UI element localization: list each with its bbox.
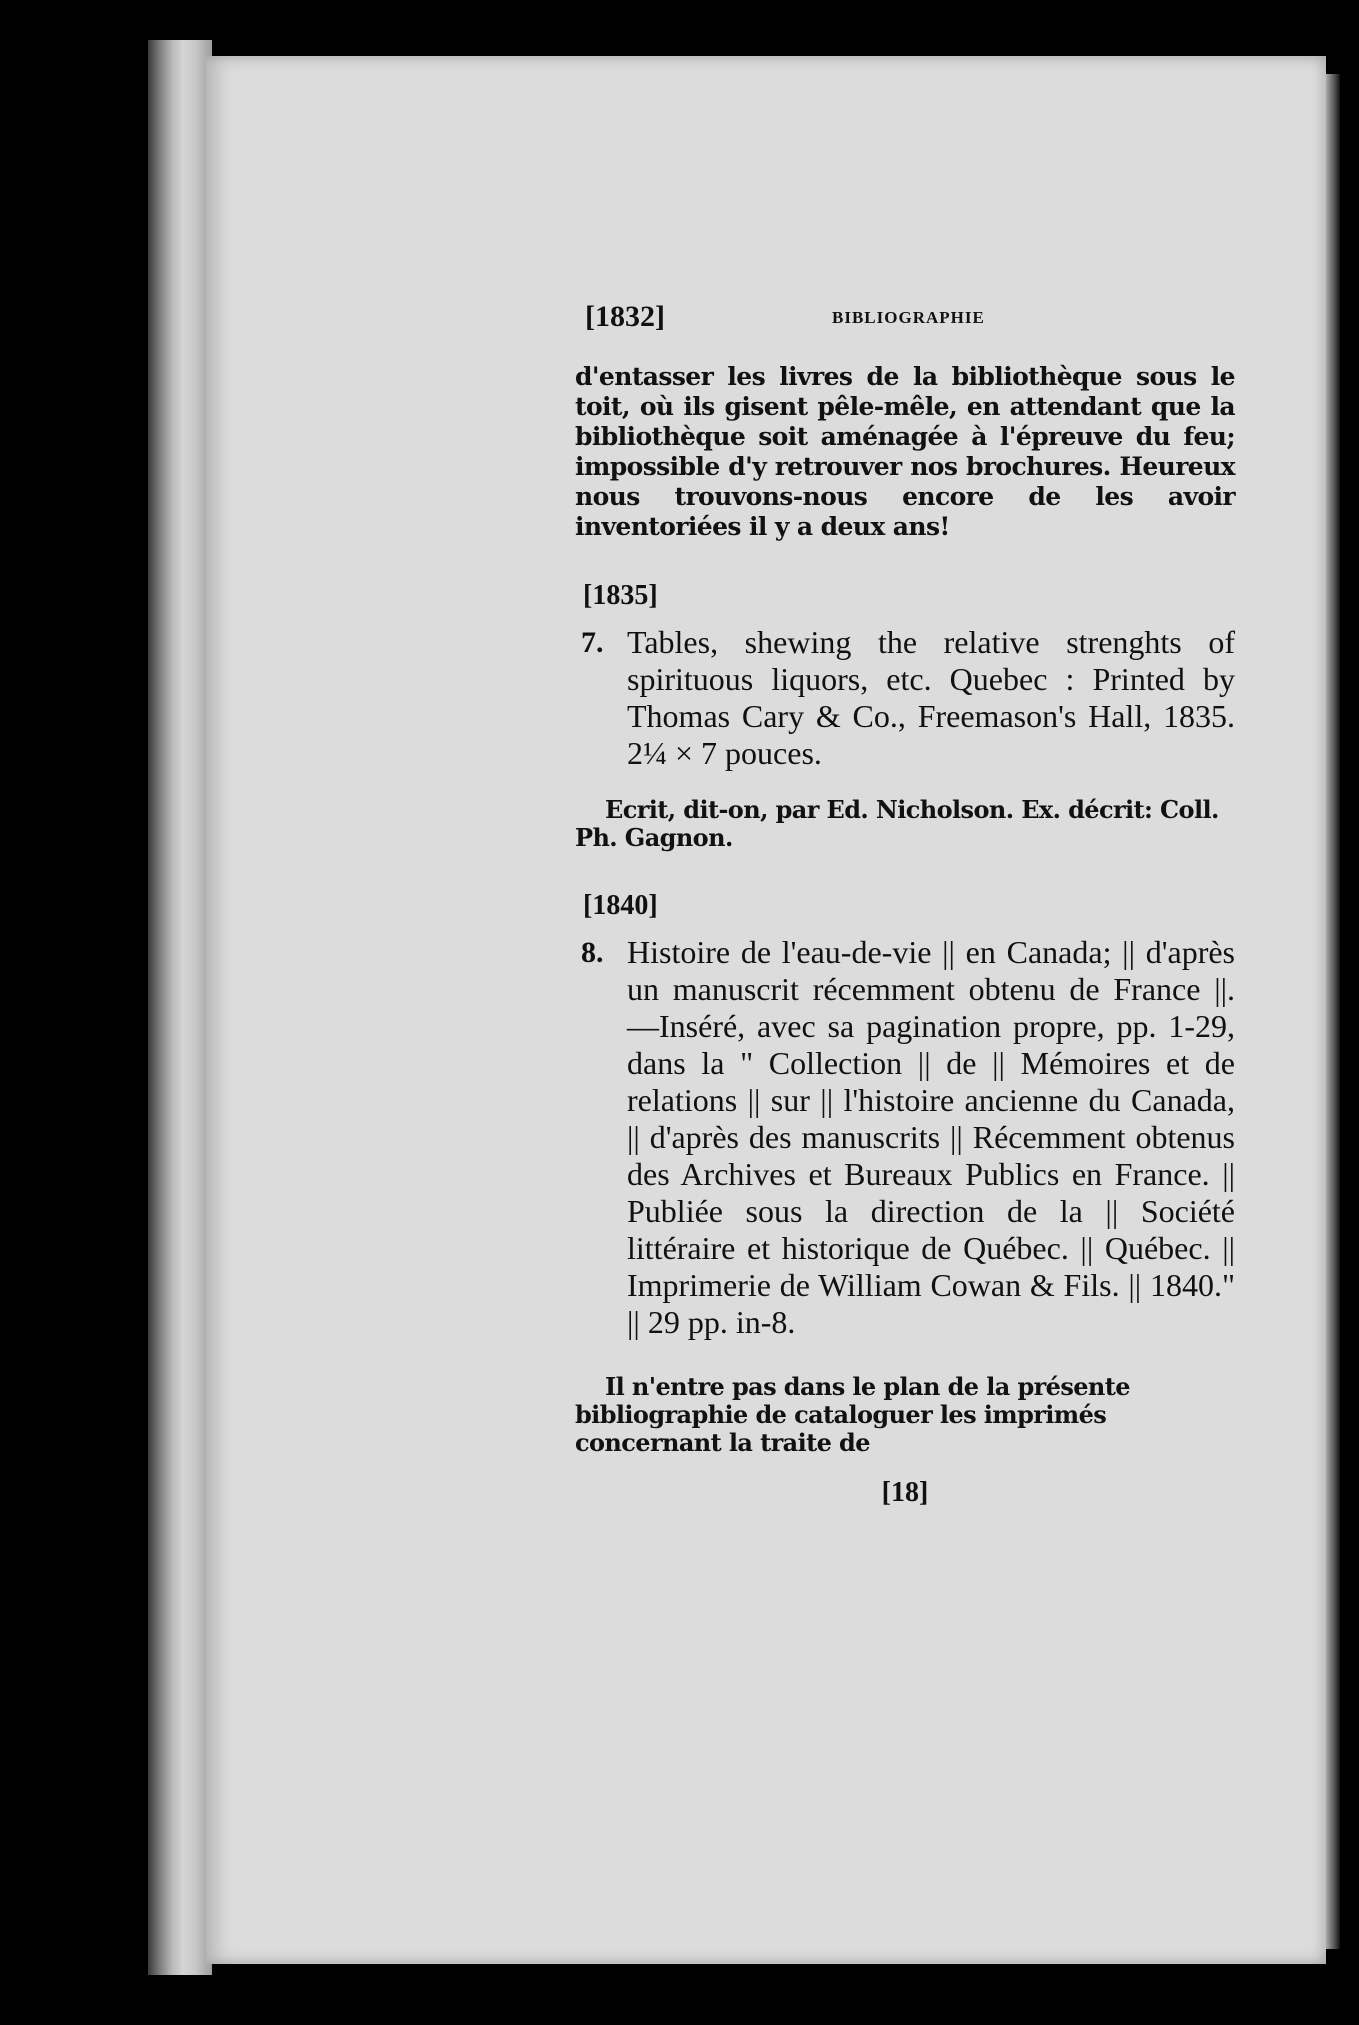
entry-8 [575, 934, 1235, 1341]
entry-number: 7. [581, 626, 604, 659]
section-year-1840: [1840] [583, 890, 658, 921]
entry-7-note: Ecrit, dit-on, par Ed. Nicholson. Ex. décrit: Coll. Ph. Gagnon. [575, 795, 1219, 852]
page-number: [18] [881, 1477, 929, 1508]
closing-paragraph: Il n'entre pas dans le plan de la présente bibliographie de cataloguer les imprimés concernant la traite de [575, 1372, 1130, 1457]
entry-number: 8. [581, 936, 604, 969]
entry-text: Tables, shewing the relative strenghts of spirituous liquors, etc. Quebec : Printed by Thomas Cary & Co., Freemason's Hall, 1835. 2¼ × 7 pouces. [627, 624, 1235, 771]
header-year: [1832] [585, 300, 665, 333]
entry-text: Histoire de l'eau-de-vie || en Canada; || d'après un manuscrit récemment obtenu de France ||. —Inséré, avec sa pagination propre, pp. 1-29, dans la " Collection || de || Mémoires et de relations || sur || l'histoire ancienne du Canada, || d'après des manuscrits || Récemment obtenus des Archives et Bureaux Publics en France. || Publiée sous la direction de la || Société littéraire et historique de Québec. || Québec. || Imprimerie de William Cowan & Fils. || 1840." || 29 pp. in-8. [627, 934, 1235, 1340]
intro-paragraph: d'entasser les livres de la bibliothèque sous le toit, où ils gisent pêle-mêle, en attendant que la bibliothèque soit aménagée à l'épreuve du feu; impossible d'y retrouver nos brochures. Heureux nous trouvons-nous encore de les avoir inventoriées il y a deux ans! [575, 362, 1235, 541]
page-edge [1326, 74, 1340, 1949]
header-title: BIBLIOGRAPHIE [832, 308, 985, 327]
page-content [575, 300, 1235, 1509]
entry-7 [575, 624, 1235, 772]
section-year-1835: [1835] [583, 580, 658, 611]
running-header [575, 300, 1235, 340]
book-spine [148, 40, 212, 1975]
